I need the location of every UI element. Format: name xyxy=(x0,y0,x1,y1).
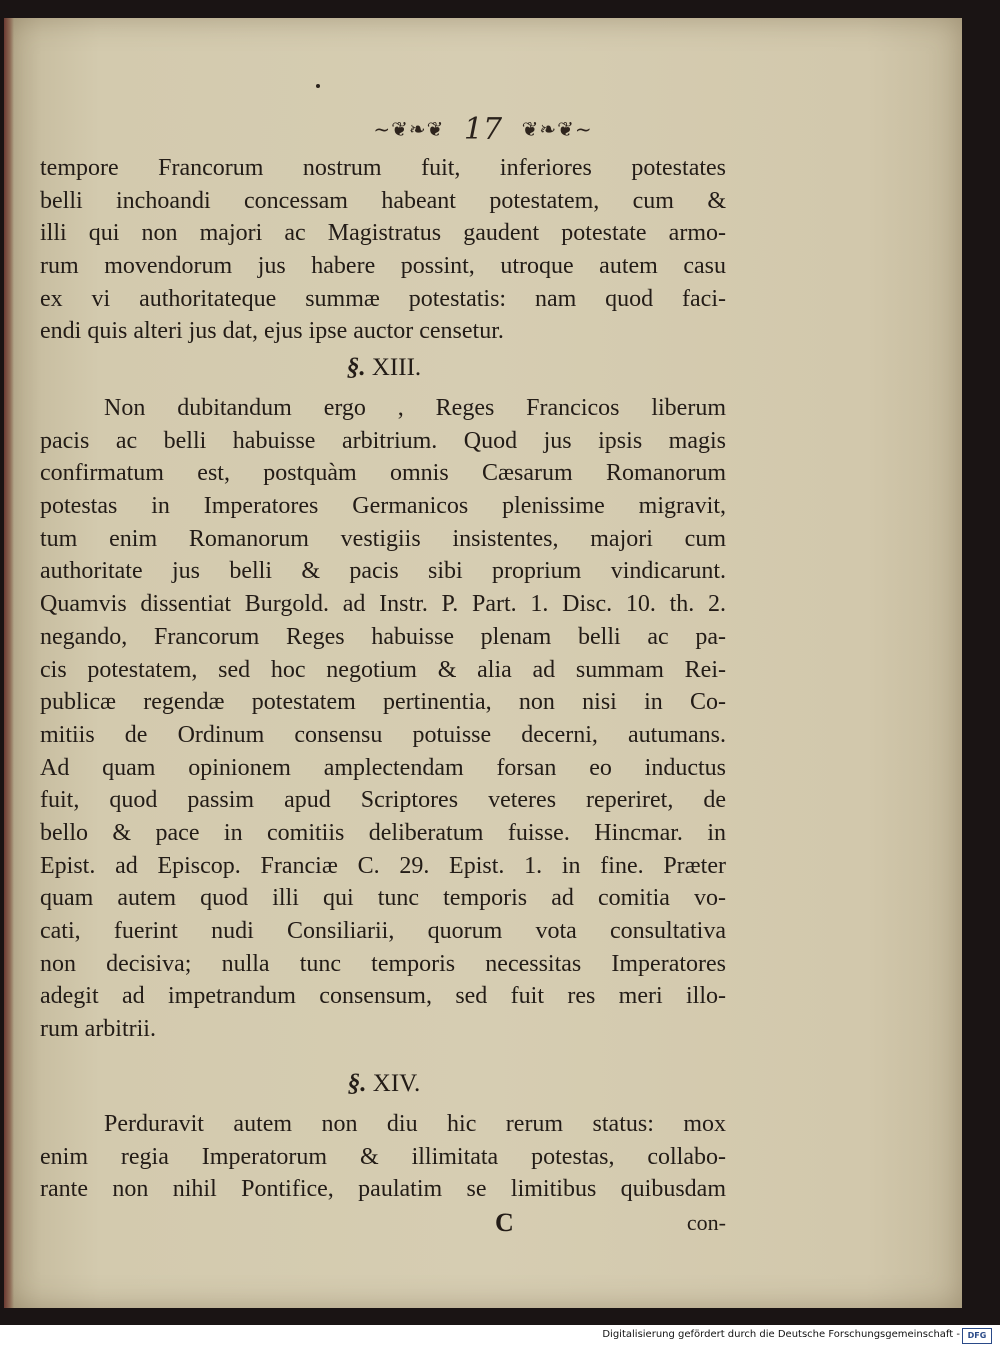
text-line: rum arbitrii. xyxy=(40,1016,156,1043)
signature-mark: C xyxy=(495,1208,514,1237)
ink-dot xyxy=(316,84,320,88)
text-line: endi quis alteri jus dat, ejus ipse auctor censetur. xyxy=(40,318,504,345)
book-page xyxy=(4,18,962,1308)
text-line: adegit ad impetrandum consensum, sed fuit res meri illo- xyxy=(40,983,726,1010)
dfg-logo-icon: DFG xyxy=(962,1328,992,1344)
text-line: cis potestatem, sed hoc negotium & alia ad summam Rei- xyxy=(40,656,726,683)
text-line: quam autem quod illi qui tunc temporis ad comitia vo- xyxy=(40,885,726,912)
section-number: XIII. xyxy=(371,354,422,381)
text-line: enim regia Imperatorum & illimitata potestas, collabo- xyxy=(40,1143,726,1170)
text-line: non decisiva; nulla tunc temporis necessitas Imperatores xyxy=(40,950,726,977)
text-block-3 xyxy=(40,1108,726,1206)
section-heading-13 xyxy=(4,354,764,382)
text-line: tempore Francorum nostrum fuit, inferiores potestates xyxy=(40,155,726,181)
text-line: potestas in Imperatores Germanicos plenissime migravit, xyxy=(40,493,726,520)
section-symbol: §. xyxy=(346,354,366,381)
text-line: bello & pace in comitiis deliberatum fuisse. Hincmar. in xyxy=(40,819,726,846)
text-line: cati, fuerint nudi Consiliarii, quorum vota consultativa xyxy=(40,918,726,944)
text-line: authoritate jus belli & pacis sibi proprium vindicarunt. xyxy=(40,558,726,585)
text-line: Epist. ad Episcop. Franciæ C. 29. Epist. 1. in fine. Præter xyxy=(40,852,726,879)
text-line: rum movendorum jus habere possint, utroque autem casu xyxy=(40,253,726,280)
text-line: illi qui non majori ac Magistratus gaudent potestate armo- xyxy=(40,220,726,247)
page-number: 17 xyxy=(463,111,503,147)
page-foot-marks xyxy=(40,1208,726,1242)
footer-credit-text: Digitalisierung gefördert durch die Deutsche Forschungsgemeinschaft - xyxy=(602,1329,960,1340)
text-line: confirmatum est, postquàm omnis Cæsarum Romanorum xyxy=(40,460,726,487)
ornament-right-icon: ❦❧❦~ xyxy=(521,117,593,141)
text-line: negando, Francorum Reges habuisse plenam belli ac pa- xyxy=(40,623,726,650)
text-line: publicæ regendæ potestatem pertinentia, non nisi in Co- xyxy=(40,689,726,716)
text-line: fuit, quod passim apud Scriptores veteres reperiret, de xyxy=(40,787,726,814)
text-line: Non dubitandum ergo , Reges Francicos liberum xyxy=(104,395,726,421)
text-line: pacis ac belli habuisse arbitrium. Quod jus ipsis magis xyxy=(40,427,726,454)
ornament-left-icon: ~❦❧❦ xyxy=(373,117,445,141)
text-line: rante non nihil Pontifice, paulatim se limitibus quibusdam xyxy=(40,1176,726,1203)
text-line: Ad quam opinionem amplectendam forsan eo inductus xyxy=(40,754,726,781)
text-block-1 xyxy=(40,152,726,348)
section-number: XIV. xyxy=(372,1070,421,1097)
section-heading-14 xyxy=(4,1070,764,1098)
text-line: tum enim Romanorum vestigiis insistentes, majori cum xyxy=(40,525,726,552)
text-line: ex vi authoritateque summæ potestatis: nam quod faci- xyxy=(40,285,726,312)
text-block-2 xyxy=(40,392,726,1046)
text-line: Quamvis dissentiat Burgold. ad Instr. P. Part. 1. Disc. 10. th. 2. xyxy=(40,591,726,618)
page-binding-edge xyxy=(4,18,14,1308)
text-line: Perduravit autem non diu hic rerum status: mox xyxy=(104,1111,726,1137)
text-line: mitiis de Ordinum consensu potuisse decerni, autumans. xyxy=(40,721,726,748)
section-symbol: §. xyxy=(347,1070,367,1097)
page-header xyxy=(4,110,962,147)
catchword: con- xyxy=(686,1210,726,1235)
digitization-footer xyxy=(0,1325,1000,1347)
text-line: belli inchoandi concessam habeant potestatem, cum & xyxy=(40,187,726,214)
